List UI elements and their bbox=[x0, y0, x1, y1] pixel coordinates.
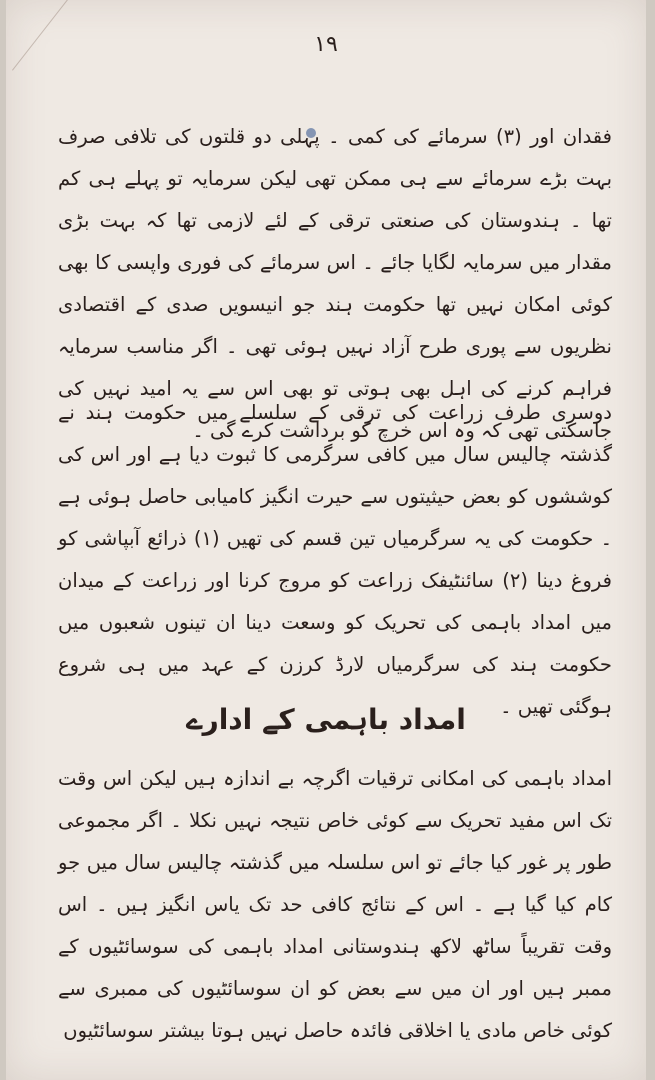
paragraph-capital-shortage: فقدان اور (٣) سرمائے کی کمی ۔ پہلی دو قلتوں کی تلافی صرف بہت بڑے سرمائے سے ہی ممکن تھی لیکن سرمایہ تو پہلے ہی کم تھا ۔ ہندوستان کی صنعتی ترقی کے لئے لازمی تھا کہ بہت بڑی مقدار میں سرمایہ لگایا جائے ۔ اس سرمائے کی فوری واپسی کا بھی کوئی امکان نہیں تھا حکومت ہند جو انیسویں صدی کے اقتصادی نظریوں سے پوری طرح آزاد نہیں ہوئی تھی ۔ اگر مناسب سرمایہ فراہم کرنے کی اہل بھی ہوتی تو بھی اس سے یہ امید نہیں کی جاسکتی تھی کہ وہ اس خرچ کو برداشت کرے گی ۔ bbox=[58, 124, 612, 442]
page-number: ١٩ bbox=[314, 32, 338, 57]
paragraph-agriculture-progress: دوسری طرف زراعت کی ترقی کے سلسلے میں حکومت ہند نے گذشتہ چالیس سال میں کافی سرگرمی کا ثبوت دیا ہے اور اس کی کوششوں کو بعض حیثیتوں سے حیرت انگیز کامیابی حاصل ہوئی ہے ۔ حکومت کی یہ سرگرمیاں تین قسم کی تھیں (١) ذرائع آبپاشی کو فروغ دینا (٢) سائنٹیفک زراعت کو مروج کرنا اور زراعت کے میدان میں امداد باہمی کی تحریک کو وسعت دینا ان تینوں شعبوں میں حکومت ہند کی سرگرمیاں لارڈ کرزن کے عہد میں ہی شروع ہوگئی تھیں ۔ bbox=[58, 400, 612, 718]
paragraph-cooperative-societies: امداد باہمی کی امکانی ترقیات اگرچہ بے اندازہ ہیں لیکن اس وقت تک اس مفید تحریک سے کوئی خاص نتیجہ نہیں نکلا ۔ اگر مجموعی طور پر غور کیا جائے تو اس سلسلہ میں گذشتہ چالیس سال میں جو کام کیا گیا ہے ۔ اس کے نتائج کافی حد تک یاس انگیز ہیں ۔ اس وقت تقریباً ساٹھ لاکھ ہندوستانی امداد باہمی کی سوسائٹیوں کے ممبر ہیں اور ان میں سے بعض کو ان سوسائٹیوں کی ممبری سے کوئی خاص مادی یا اخلاقی فائدہ حاصل نہیں ہوتا بیشتر سوسائٹیوں bbox=[58, 766, 612, 1042]
section-heading: امداد باہمی کے ادارے bbox=[186, 703, 466, 737]
book-page bbox=[6, 0, 646, 1080]
